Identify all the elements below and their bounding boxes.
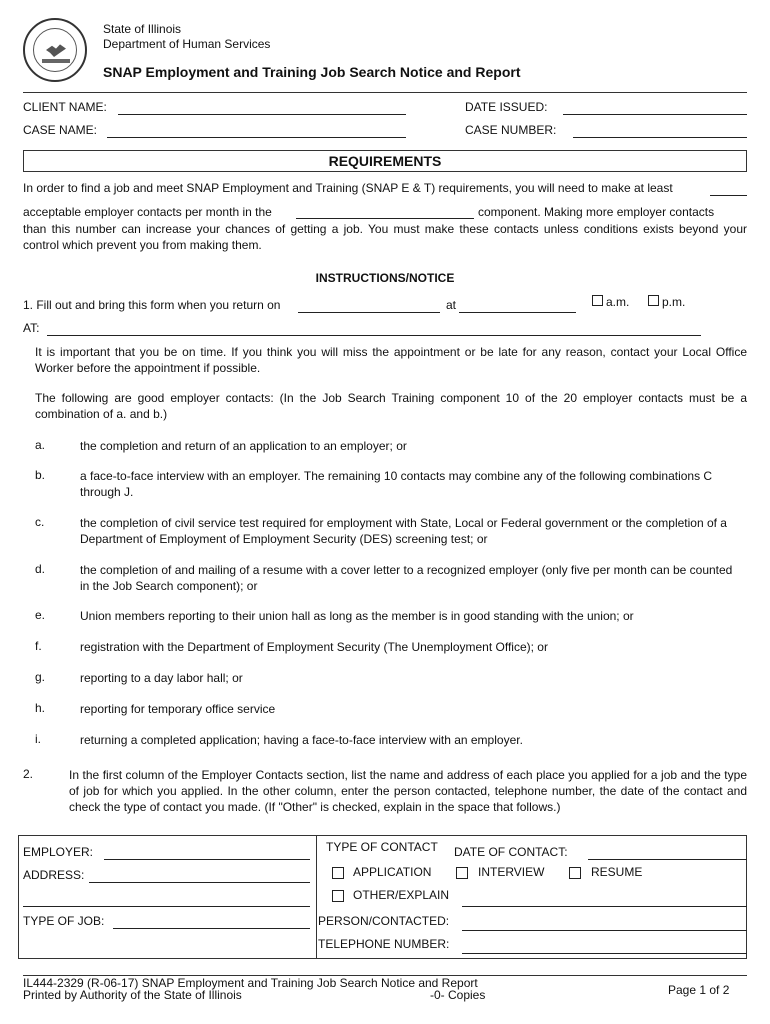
person-contacted-field[interactable] xyxy=(462,930,747,931)
pm-checkbox[interactable] xyxy=(648,295,659,306)
list-item: reporting for temporary office service xyxy=(80,702,276,716)
at-location-label: AT: xyxy=(23,321,40,335)
copies: -0- Copies xyxy=(430,988,486,1002)
agency-department: Department of Human Services xyxy=(103,37,271,51)
list-item: returning a completed application; having a face-to-face interview with an employer. xyxy=(80,733,523,747)
page-number: Page 1 of 2 xyxy=(668,983,730,997)
requirements-heading-box xyxy=(23,150,747,172)
return-time-field[interactable] xyxy=(459,312,576,313)
list-item-letter: c. xyxy=(35,515,45,529)
application-label: APPLICATION xyxy=(353,865,432,879)
agency-state: State of Illinois xyxy=(103,22,182,36)
employer-label: EMPLOYER: xyxy=(23,845,94,859)
requirements-line1: In order to find a job and meet SNAP Employment and Training (SNAP E & T) requirements, you will need to make at least xyxy=(23,181,673,195)
list-item-letter: a. xyxy=(35,438,46,452)
resume-checkbox[interactable] xyxy=(569,867,581,879)
instructions-heading: INSTRUCTIONS/NOTICE xyxy=(315,271,455,285)
list-item-letter: h. xyxy=(35,701,46,715)
date-of-contact-label: DATE OF CONTACT: xyxy=(454,845,568,859)
interview-checkbox[interactable] xyxy=(456,867,468,879)
return-date-field[interactable] xyxy=(298,312,440,313)
contacts-per-month-field[interactable] xyxy=(710,195,747,196)
form-id: IL444-2329 (R-06-17) SNAP Employment and Training Job Search Notice and Report xyxy=(23,976,478,990)
instruction-item-2: In the first column of the Employer Contacts section, list the name and address of each place you applied for a job and the type of job for which you applied. In the other column, enter the person contacted, telephone number, the date of the contact and check the type of contact you made. (If "Other" is checked, explain in the space that follows.) xyxy=(69,768,747,814)
client-name-field[interactable] xyxy=(118,114,406,115)
type-of-job-field[interactable] xyxy=(113,928,310,929)
printed-by: Printed by Authority of the State of Illinois xyxy=(23,988,242,1002)
resume-label: RESUME xyxy=(591,865,643,879)
case-number-field[interactable] xyxy=(573,137,747,138)
list-item-letter: g. xyxy=(35,670,46,684)
person-contacted-label: PERSON/CONTACTED: xyxy=(318,914,450,928)
type-of-contact-label: TYPE OF CONTACT xyxy=(326,840,438,854)
good-contacts-intro: The following are good employer contacts: (In the Job Search Training component 10 of the 20 employer contacts must be a combination of a. and b.) xyxy=(35,391,747,421)
client-name-label: CLIENT NAME: xyxy=(23,100,107,114)
date-issued-label: DATE ISSUED: xyxy=(465,100,548,114)
page-title: SNAP Employment and Training Job Search Notice and Report xyxy=(103,64,521,80)
list-item-letter: f. xyxy=(35,639,42,653)
address-field[interactable] xyxy=(89,882,310,883)
employer-field[interactable] xyxy=(104,859,310,860)
instruction-item-2-number: 2. xyxy=(23,767,34,781)
instruction-item-1: 1. Fill out and bring this form when you return on xyxy=(23,298,281,312)
application-checkbox[interactable] xyxy=(332,867,344,879)
other-explain-checkbox[interactable] xyxy=(332,890,344,902)
date-of-contact-field[interactable] xyxy=(588,859,747,860)
case-name-label: CASE NAME: xyxy=(23,123,98,137)
telephone-number-label: TELEPHONE NUMBER: xyxy=(318,937,450,951)
location-field[interactable] xyxy=(47,335,701,336)
list-item-letter: e. xyxy=(35,608,46,622)
requirements-line3: than this number can increase your chances of getting a job. You must make these contacts unless conditions exists beyond your control which prevent you from making them. xyxy=(23,222,747,252)
list-item-letter: b. xyxy=(35,468,46,482)
am-checkbox[interactable] xyxy=(592,295,603,306)
list-item: the completion and return of an application to an employer; or xyxy=(80,439,407,453)
header-divider xyxy=(23,92,747,93)
list-item: reporting to a day labor hall; or xyxy=(80,671,243,685)
address-field-line2[interactable] xyxy=(23,906,310,907)
illinois-state-seal-icon xyxy=(23,18,87,82)
component-field[interactable] xyxy=(296,218,474,219)
requirements-line2b: component. Making more employer contacts xyxy=(478,205,715,219)
pm-label: p.m. xyxy=(662,295,686,309)
other-explain-label: OTHER/EXPLAIN xyxy=(353,888,450,902)
list-item: registration with the Department of Employment Security (The Unemployment Office); or xyxy=(80,640,548,654)
list-item-letter: i. xyxy=(35,732,41,746)
list-item: a face-to-face interview with an employer. The remaining 10 contacts may combine any of the following combinations C through J. xyxy=(80,469,713,499)
other-explain-field[interactable] xyxy=(462,906,747,907)
requirements-line2a: acceptable employer contacts per month in the xyxy=(23,205,272,219)
interview-label: INTERVIEW xyxy=(478,865,545,879)
contacts-column-divider xyxy=(316,835,317,959)
agency-block xyxy=(103,22,270,52)
at-label: at xyxy=(446,298,457,312)
list-item: Union members reporting to their union hall as long as the member is in good standing with the union; or xyxy=(80,609,634,623)
requirements-heading: REQUIREMENTS xyxy=(328,153,442,169)
date-issued-field[interactable] xyxy=(563,114,747,115)
list-item: the completion of and mailing of a resume with a cover letter to a recognized employer (only five per month can be counted in the Job Search component); or xyxy=(80,563,733,593)
list-item-letter: d. xyxy=(35,562,46,576)
on-time-notice: It is important that you be on time. If you think you will miss the appointment or be late for any reason, contact your Local Office Worker before the appointment if possible. xyxy=(35,345,747,375)
type-of-job-label: TYPE OF JOB: xyxy=(23,914,105,928)
address-label: ADDRESS: xyxy=(23,868,85,882)
list-item: the completion of civil service test required for employment with State, Local or Federal government or the completion of a Department of Employment of Employment Security (DES) screening test; or xyxy=(80,516,727,546)
case-number-label: CASE NUMBER: xyxy=(465,123,557,137)
case-name-field[interactable] xyxy=(107,137,406,138)
am-label: a.m. xyxy=(606,295,630,309)
telephone-number-field[interactable] xyxy=(462,953,747,954)
